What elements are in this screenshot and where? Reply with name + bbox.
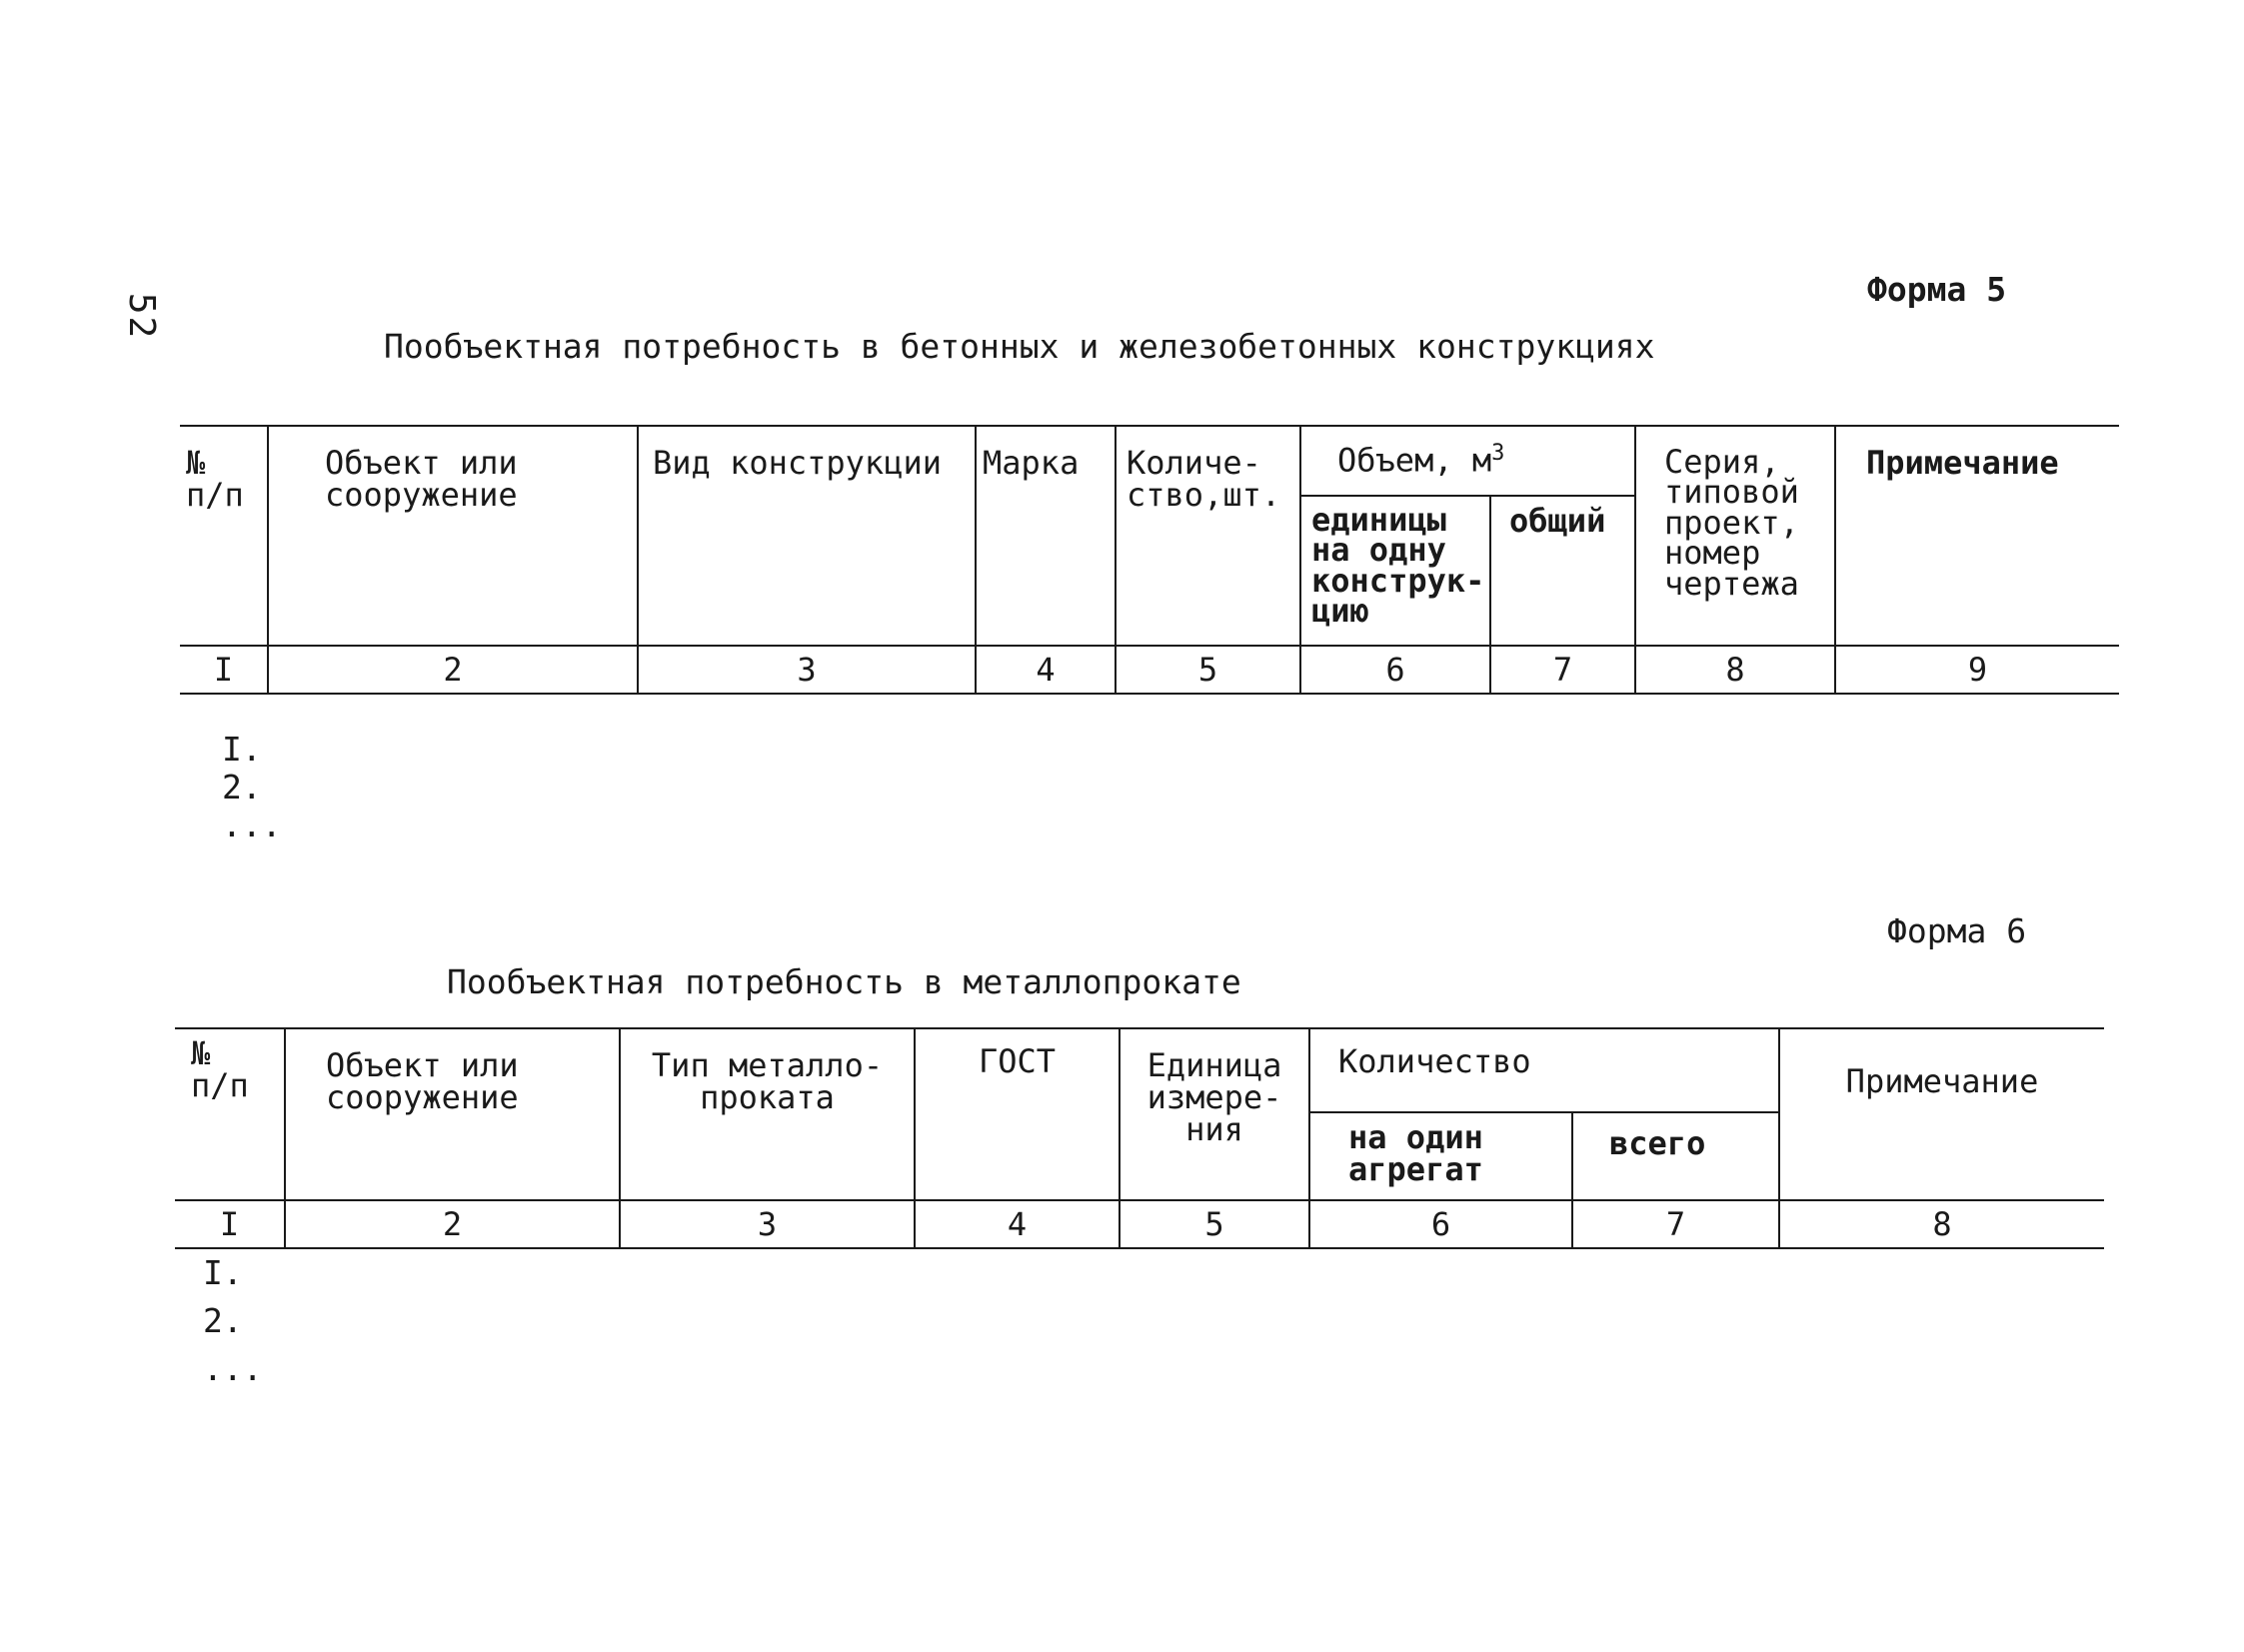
form6-header-object: Объект или сооружение bbox=[285, 1028, 620, 1200]
form6-title: Пообъектная потребность в металлопрокате bbox=[447, 962, 1241, 1001]
form5-header-volume-unit: единицы на одну конструк- цию bbox=[1300, 496, 1490, 646]
form6-colnum-2: 2 bbox=[285, 1200, 620, 1248]
form5-header-construction-type: Вид конструкции bbox=[638, 426, 976, 646]
form6-column-numbers-row bbox=[175, 1200, 2104, 1248]
form5-colnum-7: 7 bbox=[1490, 646, 1635, 694]
form5-header-note: Примечание bbox=[1835, 426, 2119, 646]
form5-table bbox=[180, 425, 2119, 695]
page-number: 52 bbox=[121, 292, 163, 341]
form5-colnum-3: 3 bbox=[638, 646, 976, 694]
form6-header-quantity-group: Количество bbox=[1309, 1028, 1779, 1112]
form6-label: Форма 6 bbox=[1887, 911, 2027, 950]
form6-colnum-7: 7 bbox=[1572, 1200, 1779, 1248]
form6-header-rolled-metal-type: Тип металло- проката bbox=[620, 1028, 915, 1200]
list-item: I. bbox=[203, 1253, 243, 1292]
form5-colnum-6: 6 bbox=[1300, 646, 1490, 694]
form5-header-object: Объект или сооружение bbox=[268, 426, 638, 646]
list-item: 2. bbox=[203, 1301, 243, 1340]
form6-colnum-8: 8 bbox=[1779, 1200, 2104, 1248]
form5-header-number: № п/п bbox=[180, 426, 268, 646]
form5-colnum-5: 5 bbox=[1116, 646, 1300, 694]
form5-header-row bbox=[180, 426, 2119, 496]
form6-header-number: № п/п bbox=[175, 1028, 285, 1200]
list-item: 2. bbox=[222, 768, 262, 807]
form5-header-series: Серия, типовой проект, номер чертежа bbox=[1635, 426, 1835, 646]
form6-header-note: Примечание bbox=[1779, 1028, 2104, 1200]
form6-colnum-6: 6 bbox=[1309, 1200, 1572, 1248]
form5-header-volume-label: Объем, м bbox=[1337, 441, 1492, 480]
form5-header-grade: Марка bbox=[976, 426, 1116, 646]
form6-colnum-3: 3 bbox=[620, 1200, 915, 1248]
form5-row-list bbox=[222, 731, 282, 844]
form6-table bbox=[175, 1027, 2104, 1249]
form5-header-quantity: Количе- ство,шт. bbox=[1116, 426, 1300, 646]
form6-colnum-5: 5 bbox=[1120, 1200, 1309, 1248]
form6-header-unit: Единица измере- ния bbox=[1120, 1028, 1309, 1200]
form5-colnum-4: 4 bbox=[976, 646, 1116, 694]
form5-colnum-1: I bbox=[180, 646, 268, 694]
form5-title: Пообъектная потребность в бетонных и железобетонных конструкциях bbox=[384, 327, 1655, 366]
form5-colnum-8: 8 bbox=[1635, 646, 1835, 694]
form5-header-volume-sup: 3 bbox=[1491, 441, 1505, 466]
form5-label: Форма 5 bbox=[1867, 270, 2007, 309]
form6-colnum-4: 4 bbox=[915, 1200, 1120, 1248]
list-item: ... bbox=[222, 806, 282, 844]
form6-header-per-unit: на один агрегат bbox=[1309, 1112, 1572, 1200]
form5-header-volume-group bbox=[1300, 426, 1635, 496]
form6-header-gost: ГОСТ bbox=[915, 1028, 1120, 1200]
list-item: I. bbox=[222, 730, 262, 769]
form6-row-list bbox=[203, 1249, 263, 1393]
form6-header-row bbox=[175, 1028, 2104, 1112]
form6-colnum-1: I bbox=[175, 1200, 285, 1248]
form5-colnum-2: 2 bbox=[268, 646, 638, 694]
form6-header-total: всего bbox=[1572, 1112, 1779, 1200]
form5-colnum-9: 9 bbox=[1835, 646, 2119, 694]
list-item: ... bbox=[203, 1349, 263, 1388]
form5-column-numbers-row bbox=[180, 646, 2119, 694]
form5-header-volume-total: общий bbox=[1490, 496, 1635, 646]
